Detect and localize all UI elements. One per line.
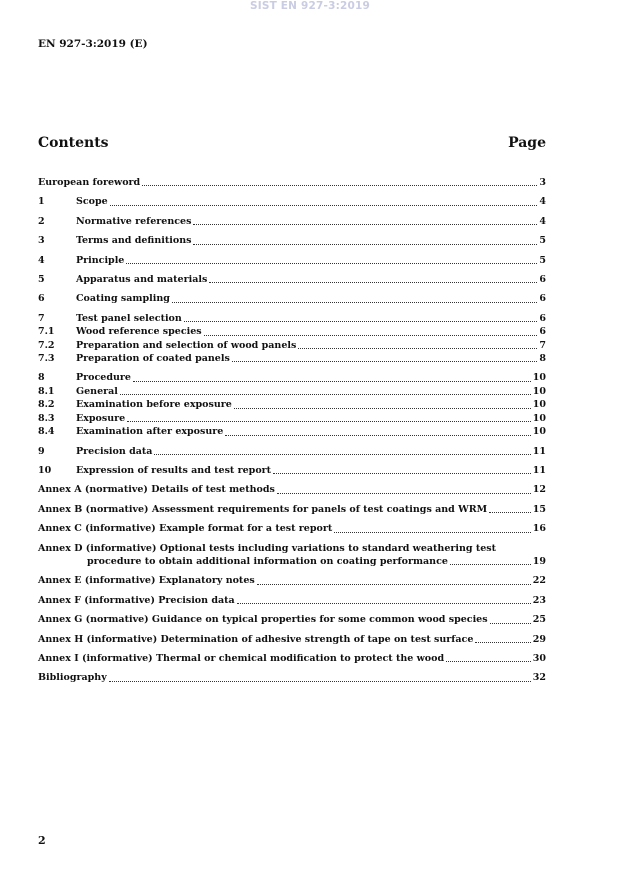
toc-label: Annex E (informative) Explanatory notes bbox=[38, 575, 255, 587]
toc-label: Annex I (informative) Thermal or chemical modification to protect the wood bbox=[38, 652, 445, 664]
dot-leader bbox=[120, 394, 531, 395]
toc-number: 7 bbox=[38, 312, 45, 324]
dot-leader bbox=[109, 681, 531, 682]
toc-page: 29 bbox=[532, 633, 546, 645]
toc-entry[interactable] bbox=[38, 574, 546, 587]
dot-leader bbox=[110, 205, 538, 206]
page-column-label: Page bbox=[508, 135, 546, 151]
dot-leader bbox=[232, 361, 538, 362]
toc-entry[interactable] bbox=[38, 176, 546, 189]
toc-entry[interactable] bbox=[38, 503, 546, 516]
toc-page: 10 bbox=[532, 412, 546, 424]
toc-label: Procedure bbox=[76, 372, 131, 384]
toc-label: Coating sampling bbox=[76, 293, 170, 305]
dot-leader bbox=[142, 185, 537, 186]
toc-page: 12 bbox=[532, 484, 546, 496]
toc-number: 5 bbox=[38, 274, 45, 286]
toc-label: European foreword bbox=[38, 177, 141, 188]
toc-label: General bbox=[76, 385, 118, 397]
dot-leader bbox=[193, 244, 537, 245]
contents-title: Contents bbox=[38, 135, 109, 151]
toc-number: 6 bbox=[38, 293, 45, 305]
toc-entry[interactable] bbox=[38, 613, 546, 626]
dot-leader bbox=[446, 661, 531, 662]
toc-entry[interactable] bbox=[38, 195, 546, 208]
toc-page: 5 bbox=[539, 254, 546, 266]
dot-leader bbox=[334, 532, 531, 533]
toc-page: 25 bbox=[532, 614, 546, 626]
toc-entry[interactable] bbox=[38, 312, 546, 325]
toc-number: 9 bbox=[38, 445, 45, 457]
toc-entry[interactable] bbox=[38, 445, 546, 458]
toc-entry[interactable] bbox=[38, 425, 546, 438]
toc-number: 8.1 bbox=[38, 385, 55, 397]
toc-entry[interactable] bbox=[38, 671, 546, 684]
toc-entry[interactable] bbox=[38, 464, 546, 477]
toc-number: 8 bbox=[38, 372, 45, 384]
toc-label: Wood reference species bbox=[76, 326, 202, 338]
toc-label: Annex G (normative) Guidance on typical properties for some common wood species bbox=[38, 614, 488, 626]
toc-page: 3 bbox=[539, 177, 546, 188]
toc-label: Exposure bbox=[76, 412, 126, 424]
toc-number: 1 bbox=[38, 196, 45, 208]
toc-entry[interactable] bbox=[38, 398, 546, 411]
toc-label: Expression of results and test report bbox=[76, 464, 272, 476]
toc-entry[interactable] bbox=[38, 234, 546, 247]
toc-number: 8.3 bbox=[38, 412, 55, 424]
toc-entry[interactable] bbox=[38, 339, 546, 352]
toc-entry[interactable] bbox=[38, 273, 546, 286]
toc-page: 5 bbox=[539, 235, 546, 247]
toc-page: 16 bbox=[532, 523, 546, 535]
contents-header bbox=[38, 135, 546, 151]
toc-label: Annex C (informative) Example format for a test report bbox=[38, 523, 333, 535]
standard-identifier: EN 927-3:2019 (E) bbox=[38, 38, 148, 50]
toc-entry[interactable] bbox=[38, 325, 546, 338]
toc-entry[interactable] bbox=[38, 652, 546, 665]
dot-leader bbox=[133, 381, 531, 382]
toc-number: 10 bbox=[38, 464, 52, 476]
toc-page: 6 bbox=[539, 293, 546, 305]
dot-leader bbox=[225, 435, 530, 436]
dot-leader bbox=[450, 564, 531, 565]
dot-leader bbox=[273, 473, 531, 474]
toc-number: 7.2 bbox=[38, 339, 55, 351]
toc-entry-continuation bbox=[38, 555, 546, 568]
toc-number: 7.1 bbox=[38, 326, 55, 338]
toc-label: procedure to obtain additional information on coating performance bbox=[87, 555, 448, 567]
toc-label: Preparation of coated panels bbox=[76, 353, 230, 365]
toc-label: Examination before exposure bbox=[76, 399, 232, 411]
toc-page: 30 bbox=[532, 652, 546, 664]
toc-page: 15 bbox=[532, 503, 546, 515]
dot-leader bbox=[172, 302, 538, 303]
toc-entry[interactable] bbox=[38, 483, 546, 496]
toc-number: 7.3 bbox=[38, 353, 55, 365]
dot-leader bbox=[193, 224, 537, 225]
dot-leader bbox=[204, 335, 538, 336]
toc-entry[interactable] bbox=[38, 371, 546, 384]
dot-leader bbox=[234, 408, 531, 409]
dot-leader bbox=[237, 603, 531, 604]
toc-number: 4 bbox=[38, 254, 45, 266]
toc-label: Principle bbox=[76, 254, 125, 266]
toc-label: Annex H (informative) Determination of adhesive strength of tape on test surface bbox=[38, 633, 474, 645]
toc-entry[interactable] bbox=[38, 352, 546, 365]
dot-leader bbox=[127, 421, 531, 422]
toc-page: 10 bbox=[532, 426, 546, 438]
toc-page: 6 bbox=[539, 326, 546, 338]
toc-page: 6 bbox=[539, 312, 546, 324]
toc-page: 10 bbox=[532, 372, 546, 384]
toc-label: Annex A (normative) Details of test methods bbox=[38, 484, 275, 496]
toc-label: Annex F (informative) Precision data bbox=[38, 594, 235, 606]
dot-leader bbox=[475, 642, 530, 643]
toc-page: 11 bbox=[532, 445, 546, 457]
table-of-contents bbox=[38, 176, 546, 685]
toc-page: 11 bbox=[532, 464, 546, 476]
watermark: SIST EN 927-3:2019 bbox=[249, 0, 371, 12]
toc-label: Normative references bbox=[76, 215, 192, 227]
toc-entry[interactable] bbox=[38, 542, 546, 569]
toc-label: Precision data bbox=[76, 445, 153, 457]
toc-page: 8 bbox=[539, 353, 546, 365]
toc-entry[interactable] bbox=[38, 215, 546, 228]
toc-page: 19 bbox=[532, 555, 546, 567]
dot-leader bbox=[257, 584, 531, 585]
dot-leader bbox=[490, 623, 531, 624]
toc-page: 4 bbox=[539, 215, 546, 227]
toc-label: Scope bbox=[76, 196, 108, 208]
toc-label: Terms and definitions bbox=[76, 235, 192, 247]
toc-page: 4 bbox=[539, 196, 546, 208]
toc-number: 3 bbox=[38, 235, 45, 247]
toc-page: 22 bbox=[532, 575, 546, 587]
toc-entry[interactable] bbox=[38, 633, 546, 646]
toc-entry[interactable] bbox=[38, 292, 546, 305]
toc-label: Annex B (normative) Assessment requirements for panels of test coatings and WRM bbox=[38, 503, 488, 515]
toc-entry[interactable] bbox=[38, 522, 546, 535]
toc-label: Examination after exposure bbox=[76, 426, 224, 438]
dot-leader bbox=[184, 321, 538, 322]
toc-label: Test panel selection bbox=[76, 312, 182, 324]
toc-number: 8.4 bbox=[38, 426, 55, 438]
toc-number: 8.2 bbox=[38, 399, 55, 411]
toc-page: 10 bbox=[532, 385, 546, 397]
page-number: 2 bbox=[38, 834, 46, 847]
toc-label: Preparation and selection of wood panels bbox=[76, 339, 297, 351]
toc-page: 10 bbox=[532, 399, 546, 411]
toc-entry[interactable] bbox=[38, 254, 546, 267]
dot-leader bbox=[277, 493, 531, 494]
toc-label: Bibliography bbox=[38, 672, 107, 684]
toc-page: 23 bbox=[532, 594, 546, 606]
dot-leader bbox=[154, 454, 530, 455]
toc-label-line1: Annex D (informative) Optional tests including variations to standard weathering test bbox=[38, 542, 497, 554]
dot-leader bbox=[126, 263, 537, 264]
toc-page: 32 bbox=[532, 672, 546, 684]
toc-entry[interactable] bbox=[38, 412, 546, 425]
toc-entry[interactable] bbox=[38, 385, 546, 398]
toc-page: 7 bbox=[539, 339, 546, 351]
dot-leader bbox=[209, 282, 537, 283]
toc-page: 6 bbox=[539, 274, 546, 286]
dot-leader bbox=[298, 348, 537, 349]
dot-leader bbox=[489, 512, 531, 513]
toc-number: 2 bbox=[38, 215, 45, 227]
toc-label: Apparatus and materials bbox=[76, 274, 208, 286]
toc-entry[interactable] bbox=[38, 594, 546, 607]
